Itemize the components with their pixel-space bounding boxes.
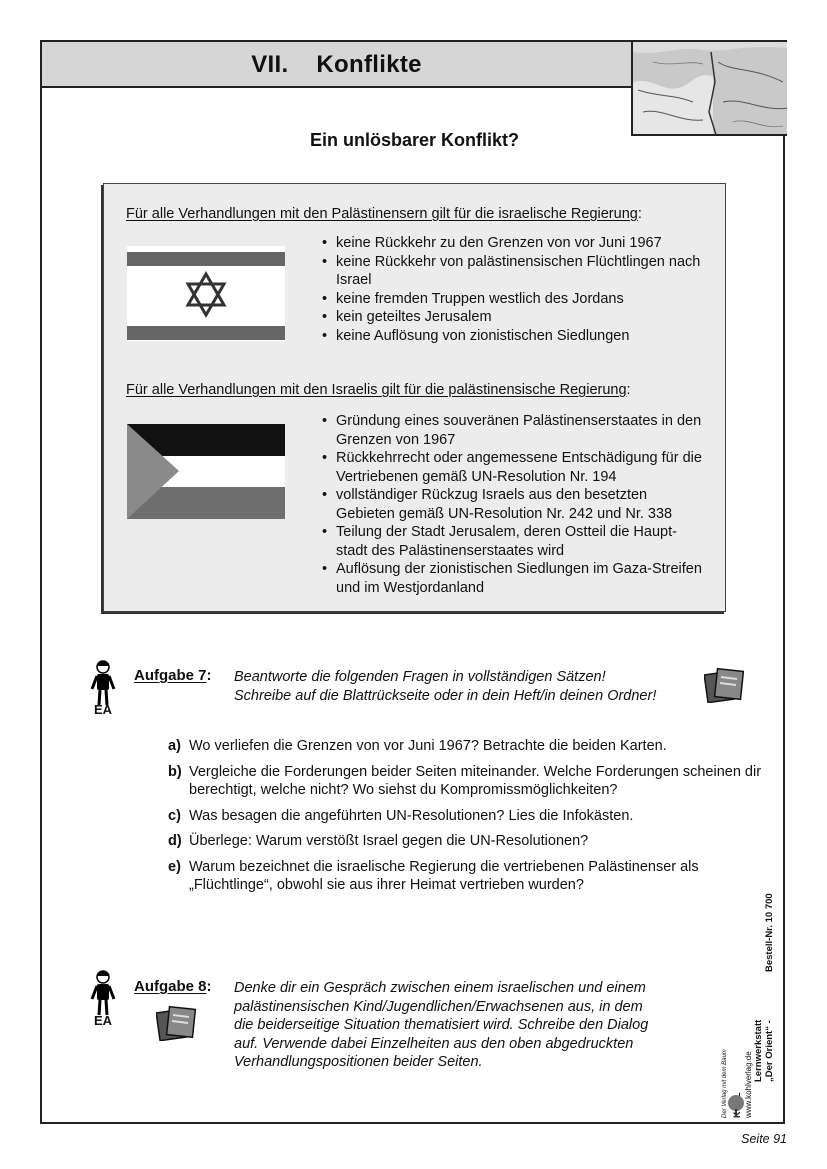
- question-text: Was besagen die angeführten UN-Resolutionen? Lies die Infokästen.: [189, 807, 634, 824]
- page-frame: [40, 40, 785, 1124]
- israel-demand: • keine fremden Truppen westlich des Jordans: [322, 290, 702, 309]
- question-letter: b): [168, 763, 182, 780]
- ea-label: EA: [93, 702, 113, 717]
- map-image: [633, 42, 787, 136]
- question-item: [168, 807, 768, 826]
- side-url: www.kohlverlag.de: [744, 1051, 753, 1118]
- palestine-heading-text: Für alle Verhandlungen mit den Israelis gilt für die palästinensische Regierung: [126, 382, 627, 398]
- palestine-demand: • Teilung der Stadt Jerusalem, deren Ostteil die Haupt-stadt des Palästinenserstaates wird: [322, 523, 707, 560]
- palestine-demand: • Rückkehrrecht oder angemessene Entschädigung für die Vertriebenen gemäß UN-Resolution Nr. 194: [322, 449, 707, 486]
- header-bar: [42, 42, 631, 88]
- palestine-demand: • Gründung eines souveränen Palästinenserstaates in den Grenzen von 1967: [322, 412, 707, 449]
- question-letter: a): [168, 738, 181, 754]
- book-icon: [156, 1005, 196, 1041]
- task8-line: palästinensischen Kind/Jugendlichen/Erwachsenen aus, in dem: [234, 998, 643, 1015]
- question-letter: c): [168, 807, 181, 824]
- question-item: [168, 858, 768, 895]
- subtitle: Ein unlösbarer Konflikt?: [309, 130, 519, 150]
- question-text: Warum bezeichnet die israelische Regierung die vertriebenen Palästinenser als „Flüchtlinge“, obwohl sie aus ihrer Heimat vertrieben wurden?: [189, 858, 699, 893]
- chapter-name: Konflikte: [316, 51, 422, 78]
- task7-label-text: Aufgabe 7: [134, 667, 207, 684]
- israel-heading: Für alle Verhandlungen mit den Palästinensern gilt für die israelische Regierung:: [126, 206, 642, 222]
- palestine-demand: • vollständiger Rückzug Israels aus den besetzten Gebieten gemäß UN-Resolution Nr. 242 und Nr. 338: [322, 486, 707, 523]
- ea-label: EA: [93, 1013, 113, 1028]
- task8-line: Verhandlungspositionen beider Seiten.: [234, 1054, 483, 1070]
- info-box: [103, 183, 726, 612]
- publisher-tree-logo-icon: [725, 1094, 747, 1118]
- israel-demand: • keine Rückkehr zu den Grenzen von vor Juni 1967: [322, 234, 702, 253]
- task7-label: Aufgabe 7:: [134, 667, 212, 684]
- israel-demand: • keine Rückkehr von palästinensischen Flüchtlingen nach Israel: [322, 253, 702, 290]
- task8-line: auf. Verwende dabei Einzelheiten aus den oben abgedruckten: [234, 1035, 634, 1052]
- israel-heading-text: Für alle Verhandlungen mit den Palästinensern gilt für die israelische Regierung: [126, 206, 638, 222]
- palestine-demands: [322, 412, 707, 597]
- question-item: [168, 763, 768, 800]
- side-order-number: Bestell-Nr. 10 700: [764, 893, 775, 972]
- task8-line: die beiderseitige Situation thematisiert wird. Schreibe den Dialog: [234, 1017, 649, 1033]
- task8-line: Denke dir ein Gespräch zwischen einem israelischen und einem: [234, 980, 646, 996]
- task8-label: Aufgabe 8:: [134, 978, 212, 995]
- palestine-demand: • Auflösung der zionistischen Siedlungen im Gaza-Streifen und im Westjordanland: [322, 560, 707, 597]
- israel-flag: [127, 246, 285, 341]
- publisher-slogan: Der Verlag mit dem Baum: [722, 1049, 728, 1118]
- israel-demand: • kein geteiltes Jerusalem: [322, 308, 702, 327]
- map-thumbnail: [631, 40, 787, 136]
- question-letter: d): [168, 833, 182, 849]
- page-number: Seite 91: [741, 1132, 787, 1146]
- question-letter: e): [168, 858, 181, 875]
- question-text: Wo verliefen die Grenzen von vor Juni 1967? Betrachte die beiden Karten.: [189, 738, 667, 754]
- question-text: Vergleiche die Forderungen beider Seiten miteinander. Welche Forderungen scheinen dir berechtigt, welche nicht? Wo siehst du Kompromissmöglichkeiten?: [189, 763, 762, 798]
- israel-flag-image: [127, 246, 285, 341]
- side-workshop: Lernwerkstatt: [753, 1019, 764, 1082]
- palestine-flag: [127, 424, 285, 519]
- chapter-title: [42, 42, 631, 88]
- israel-demand: • keine Auflösung von zionistischen Siedlungen: [322, 327, 702, 346]
- task7-questions: [168, 737, 768, 902]
- chapter-number: VII.: [251, 51, 289, 78]
- task8-instructions: [234, 979, 694, 1072]
- question-item: [168, 737, 768, 756]
- book-icon: [704, 667, 744, 703]
- task8-label-text: Aufgabe 8: [134, 978, 207, 995]
- israel-demands: [322, 234, 702, 345]
- palestine-flag-image: [127, 424, 285, 519]
- task7-instructions: [234, 668, 704, 705]
- question-item: [168, 832, 768, 851]
- task7-line: Beantworte die folgenden Fragen in vollständigen Sätzen!: [234, 669, 606, 685]
- side-topic: „Der Orient“ -: [764, 1020, 775, 1082]
- question-text: Überlege: Warum verstößt Israel gegen die UN-Resolutionen?: [189, 833, 589, 849]
- task7-line: Schreibe auf die Blattrückseite oder in dein Heft/in deinen Ordner!: [234, 687, 657, 704]
- palestine-heading: Für alle Verhandlungen mit den Israelis gilt für die palästinensische Regierung:: [126, 382, 631, 398]
